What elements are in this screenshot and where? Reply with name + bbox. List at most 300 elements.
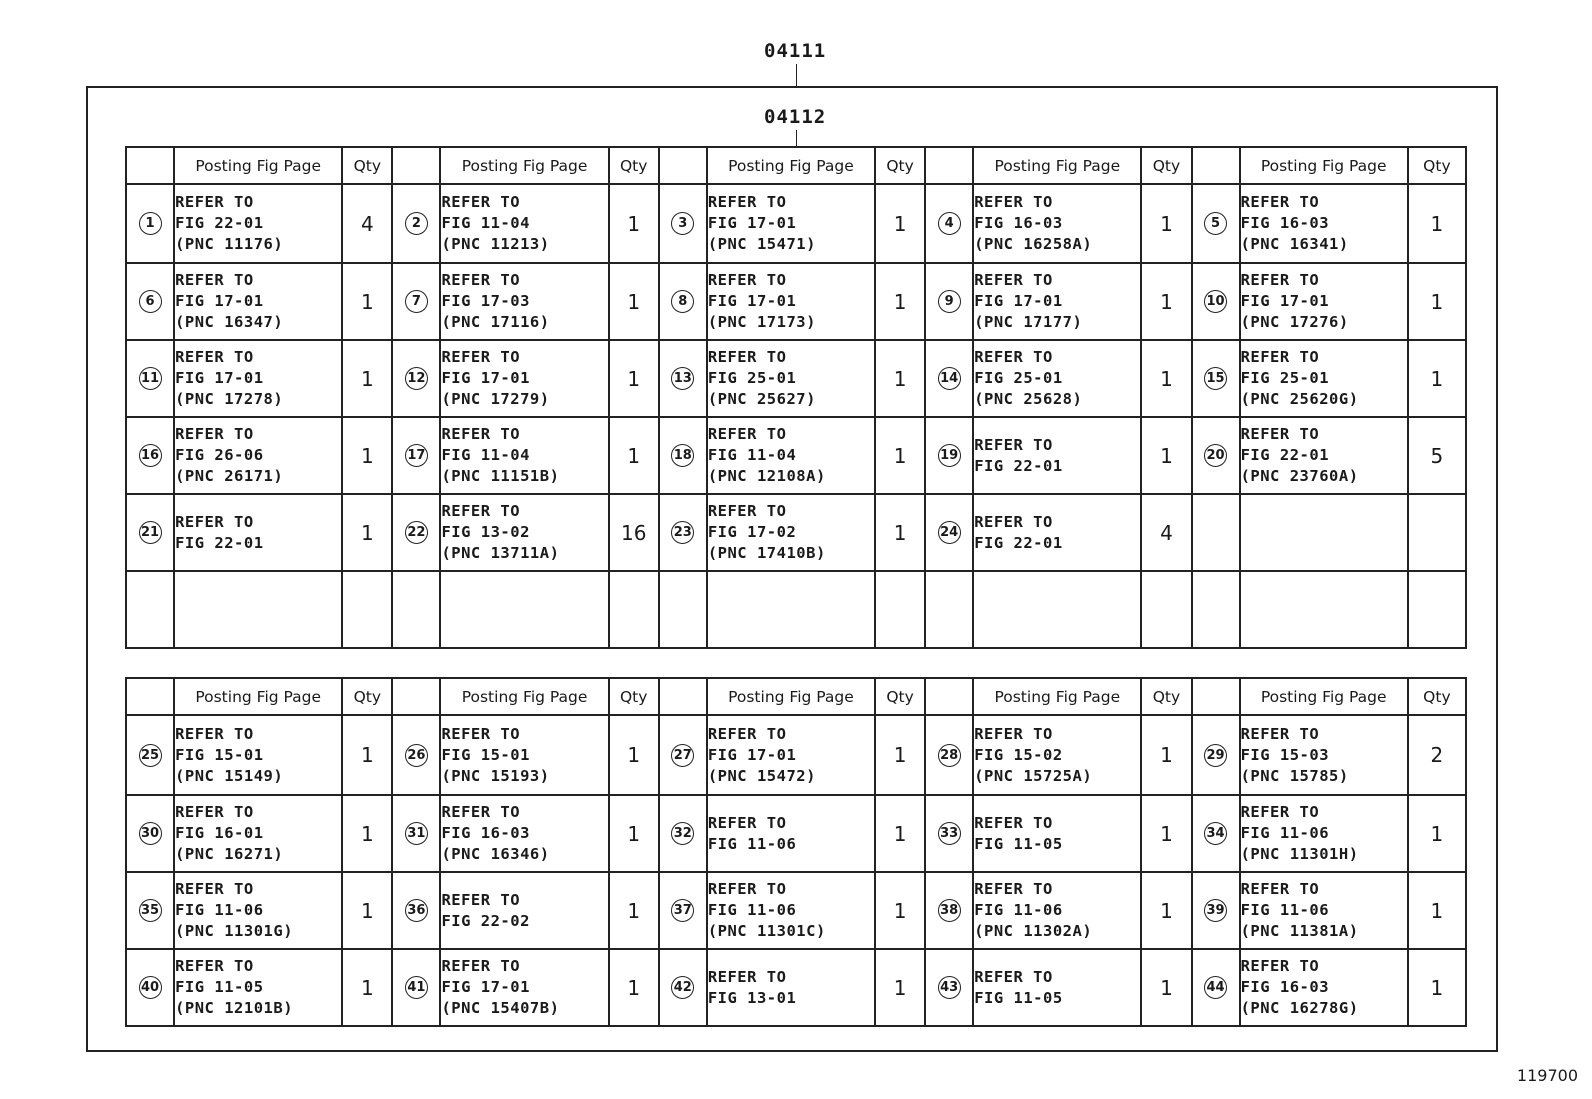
qty-cell: 1 xyxy=(1141,795,1191,872)
reference-cell xyxy=(1240,949,1408,1026)
callout-number-cell xyxy=(1192,795,1240,872)
reference-cell xyxy=(440,872,608,949)
reference-line: (PNC 25627) xyxy=(707,390,816,408)
table-row xyxy=(126,715,1466,795)
reference-line: FIG 17-01 xyxy=(175,292,264,310)
reference-cell xyxy=(973,494,1141,571)
callout-number: 40 xyxy=(139,976,162,999)
callout-number: 10 xyxy=(1204,290,1227,313)
reference-line: REFER TO xyxy=(707,425,787,443)
callout-number-cell xyxy=(659,571,707,648)
reference-cell xyxy=(973,263,1141,340)
callout-number-cell xyxy=(392,340,440,417)
callout-number-cell xyxy=(1192,263,1240,340)
reference-cell xyxy=(707,715,875,795)
reference-line: REFER TO xyxy=(175,512,254,531)
reference-line: (PNC 16347) xyxy=(175,313,284,331)
callout-number: 26 xyxy=(405,744,428,767)
reference-line: (PNC 13711A) xyxy=(441,544,560,562)
qty-cell: 1 xyxy=(609,872,659,949)
header-qty: Qty xyxy=(609,678,659,715)
reference-cell xyxy=(174,872,342,949)
qty-cell xyxy=(1408,571,1466,648)
qty-cell: 1 xyxy=(875,340,925,417)
reference-cell xyxy=(707,872,875,949)
reference-line: REFER TO xyxy=(441,348,521,366)
reference-line: FIG 11-05 xyxy=(974,988,1063,1007)
reference-cell xyxy=(973,715,1141,795)
reference-line: (PNC 17276) xyxy=(1240,313,1349,331)
reference-line: REFER TO xyxy=(974,880,1053,898)
reference-line: (PNC 15193) xyxy=(441,766,550,785)
reference-line: FIG 13-01 xyxy=(707,988,797,1007)
callout-number: 8 xyxy=(671,290,694,313)
parts-table-upper xyxy=(125,146,1467,649)
callout-number-cell xyxy=(925,949,973,1026)
reference-cell xyxy=(174,184,342,263)
callout-number: 6 xyxy=(139,290,162,313)
reference-line: REFER TO xyxy=(175,724,254,743)
reference-line: FIG 15-02 xyxy=(974,745,1063,764)
reference-line: (PNC 25628) xyxy=(974,390,1083,408)
reference-line: (PNC 15149) xyxy=(175,766,284,785)
reference-line: REFER TO xyxy=(175,271,254,289)
callout-number: 7 xyxy=(405,290,428,313)
reference-line: (PNC 17410B) xyxy=(707,544,826,562)
table-row xyxy=(126,263,1466,340)
callout-number: 13 xyxy=(671,367,694,390)
qty-cell: 1 xyxy=(342,340,392,417)
reference-line: FIG 13-02 xyxy=(441,523,530,541)
callout-number: 34 xyxy=(1204,822,1227,845)
reference-line: (PNC 17278) xyxy=(175,390,284,408)
reference-line: FIG 17-02 xyxy=(707,523,797,541)
qty-cell: 1 xyxy=(1408,184,1466,263)
callout-number-cell xyxy=(392,715,440,795)
callout-number-cell xyxy=(126,949,174,1026)
reference-cell xyxy=(440,795,608,872)
callout-number: 17 xyxy=(405,444,428,467)
qty-cell: 1 xyxy=(609,184,659,263)
callout-number-cell xyxy=(925,715,973,795)
reference-line: FIG 11-05 xyxy=(974,834,1063,853)
reference-line: (PNC 11213) xyxy=(441,235,550,253)
reference-line: (PNC 15785) xyxy=(1240,766,1349,785)
reference-cell xyxy=(707,340,875,417)
table-row xyxy=(126,571,1466,648)
reference-line: FIG 11-06 xyxy=(1240,901,1330,919)
qty-cell: 2 xyxy=(1408,715,1466,795)
parts-table-lower xyxy=(125,677,1467,1027)
reference-cell xyxy=(440,571,608,648)
header-posting-fig-page: Posting Fig Page xyxy=(440,678,608,715)
reference-line: REFER TO xyxy=(974,348,1053,366)
callout-number: 38 xyxy=(938,899,961,922)
reference-line: FIG 16-03 xyxy=(441,824,530,842)
reference-line: FIG 15-01 xyxy=(175,745,264,764)
callout-number-cell xyxy=(392,417,440,494)
header-qty: Qty xyxy=(875,147,925,184)
qty-cell: 1 xyxy=(1408,263,1466,340)
reference-line: REFER TO xyxy=(974,967,1053,986)
reference-line: FIG 11-06 xyxy=(974,901,1063,919)
reference-line: FIG 17-01 xyxy=(1240,292,1330,310)
reference-line: FIG 11-06 xyxy=(1240,824,1330,842)
callout-number-cell xyxy=(925,872,973,949)
reference-line: FIG 15-01 xyxy=(441,745,530,764)
callout-number-cell xyxy=(126,417,174,494)
reference-cell xyxy=(973,949,1141,1026)
reference-line: REFER TO xyxy=(707,880,787,898)
qty-cell: 4 xyxy=(1141,494,1191,571)
callout-number-cell xyxy=(925,795,973,872)
reference-cell xyxy=(973,872,1141,949)
callout-number: 20 xyxy=(1204,444,1227,467)
reference-line: REFER TO xyxy=(974,271,1053,289)
callout-number-cell xyxy=(392,949,440,1026)
header-qty: Qty xyxy=(342,147,392,184)
callout-number: 35 xyxy=(139,899,162,922)
callout-number: 16 xyxy=(139,444,162,467)
callout-number: 32 xyxy=(671,822,694,845)
reference-cell xyxy=(973,184,1141,263)
header-qty: Qty xyxy=(609,147,659,184)
callout-number: 25 xyxy=(139,744,162,767)
reference-line: (PNC 15725A) xyxy=(974,766,1093,785)
reference-cell xyxy=(707,795,875,872)
qty-cell: 1 xyxy=(609,417,659,494)
callout-number-cell xyxy=(126,184,174,263)
reference-line: REFER TO xyxy=(441,890,521,909)
qty-cell: 1 xyxy=(342,715,392,795)
reference-line: FIG 17-01 xyxy=(974,292,1063,310)
reference-line: REFER TO xyxy=(175,348,254,366)
callout-number-cell xyxy=(392,872,440,949)
reference-line: (PNC 12108A) xyxy=(707,467,826,485)
callout-number-cell xyxy=(126,715,174,795)
qty-cell: 4 xyxy=(342,184,392,263)
qty-cell: 1 xyxy=(1141,340,1191,417)
reference-line: (PNC 15472) xyxy=(707,766,816,785)
reference-line: (PNC 23760A) xyxy=(1240,467,1359,485)
qty-cell xyxy=(609,571,659,648)
qty-cell xyxy=(875,571,925,648)
reference-cell xyxy=(440,263,608,340)
callout-number-cell xyxy=(126,872,174,949)
reference-line: REFER TO xyxy=(707,967,787,986)
reference-line: FIG 11-04 xyxy=(441,214,530,232)
reference-line: FIG 11-06 xyxy=(707,834,797,853)
table-header-row xyxy=(126,678,1466,715)
reference-line: FIG 15-03 xyxy=(1240,745,1330,764)
reference-line: REFER TO xyxy=(1240,271,1320,289)
qty-cell: 1 xyxy=(1408,949,1466,1026)
callout-number-cell xyxy=(659,184,707,263)
callout-number: 23 xyxy=(671,521,694,544)
reference-line: REFER TO xyxy=(974,435,1053,454)
page-id: 119700 xyxy=(1516,1066,1578,1085)
reference-cell xyxy=(174,949,342,1026)
qty-cell: 1 xyxy=(1408,795,1466,872)
reference-line: FIG 11-04 xyxy=(707,446,797,464)
callout-number-cell xyxy=(925,494,973,571)
reference-cell xyxy=(707,184,875,263)
reference-line: FIG 22-01 xyxy=(175,214,264,232)
callout-number-cell xyxy=(659,263,707,340)
callout-number: 28 xyxy=(938,744,961,767)
callout-number: 1 xyxy=(139,212,162,235)
reference-cell xyxy=(1240,872,1408,949)
callout-number: 42 xyxy=(671,976,694,999)
header-number-cell xyxy=(659,678,707,715)
callout-number: 43 xyxy=(938,976,961,999)
callout-number-cell xyxy=(126,795,174,872)
reference-line: REFER TO xyxy=(441,724,521,743)
reference-line: REFER TO xyxy=(441,271,521,289)
reference-line: REFER TO xyxy=(441,803,521,821)
callout-number-cell xyxy=(392,571,440,648)
reference-line: REFER TO xyxy=(707,193,787,211)
reference-cell xyxy=(1240,263,1408,340)
reference-line: REFER TO xyxy=(441,193,521,211)
header-posting-fig-page: Posting Fig Page xyxy=(707,678,875,715)
reference-line: (PNC 16341) xyxy=(1240,235,1349,253)
reference-line: FIG 25-01 xyxy=(1240,369,1330,387)
reference-line: REFER TO xyxy=(707,348,787,366)
callout-number: 30 xyxy=(139,822,162,845)
callout-number-cell xyxy=(392,795,440,872)
qty-cell: 1 xyxy=(342,795,392,872)
callout-number-cell xyxy=(659,417,707,494)
callout-number-cell xyxy=(392,184,440,263)
assembly-label-04111: 04111 xyxy=(764,40,827,62)
callout-number-cell xyxy=(659,949,707,1026)
assembly-label-04112: 04112 xyxy=(764,106,827,128)
reference-cell xyxy=(1240,494,1408,571)
reference-cell xyxy=(1240,571,1408,648)
callout-number-cell xyxy=(126,340,174,417)
header-number-cell xyxy=(1192,147,1240,184)
reference-cell xyxy=(174,340,342,417)
reference-line: REFER TO xyxy=(707,813,787,832)
reference-line: FIG 11-06 xyxy=(707,901,797,919)
reference-line: (PNC 11301C) xyxy=(707,922,826,940)
header-posting-fig-page: Posting Fig Page xyxy=(973,678,1141,715)
callout-number: 39 xyxy=(1204,899,1227,922)
callout-number: 44 xyxy=(1204,976,1227,999)
reference-line: FIG 17-01 xyxy=(707,214,797,232)
reference-line: (PNC 15407B) xyxy=(441,999,560,1017)
reference-line: FIG 22-01 xyxy=(175,533,264,552)
reference-line: (PNC 16278G) xyxy=(1240,999,1359,1017)
reference-line: REFER TO xyxy=(707,271,787,289)
qty-cell: 1 xyxy=(1408,872,1466,949)
header-number-cell xyxy=(392,147,440,184)
reference-line: REFER TO xyxy=(974,724,1053,743)
reference-cell xyxy=(440,340,608,417)
callout-number-cell xyxy=(1192,872,1240,949)
qty-cell: 1 xyxy=(342,494,392,571)
reference-line: (PNC 26171) xyxy=(175,467,284,485)
reference-line: (PNC 16271) xyxy=(175,845,284,863)
reference-line: FIG 22-01 xyxy=(974,533,1063,552)
reference-line: REFER TO xyxy=(974,193,1053,211)
qty-cell: 16 xyxy=(609,494,659,571)
table-header-row xyxy=(126,147,1466,184)
reference-line: REFER TO xyxy=(1240,724,1320,743)
callout-number-cell xyxy=(925,417,973,494)
callout-number: 12 xyxy=(405,367,428,390)
reference-line: REFER TO xyxy=(1240,803,1320,821)
reference-line: FIG 17-01 xyxy=(175,369,264,387)
header-posting-fig-page: Posting Fig Page xyxy=(973,147,1141,184)
qty-cell: 1 xyxy=(875,715,925,795)
header-posting-fig-page: Posting Fig Page xyxy=(440,147,608,184)
table-row xyxy=(126,872,1466,949)
reference-cell xyxy=(174,795,342,872)
qty-cell: 1 xyxy=(875,795,925,872)
reference-cell xyxy=(973,417,1141,494)
qty-cell: 1 xyxy=(609,715,659,795)
reference-line: REFER TO xyxy=(175,425,254,443)
reference-line: FIG 22-01 xyxy=(974,456,1063,475)
reference-cell xyxy=(1240,184,1408,263)
reference-cell xyxy=(174,417,342,494)
reference-line: REFER TO xyxy=(707,724,787,743)
callout-number-cell xyxy=(1192,571,1240,648)
qty-cell: 1 xyxy=(342,417,392,494)
reference-line: (PNC 11381A) xyxy=(1240,922,1359,940)
reference-line: (PNC 11151B) xyxy=(441,467,560,485)
qty-cell: 1 xyxy=(875,417,925,494)
callout-number-cell xyxy=(659,872,707,949)
reference-cell xyxy=(1240,340,1408,417)
reference-line: REFER TO xyxy=(974,813,1053,832)
reference-line: REFER TO xyxy=(175,957,254,975)
header-posting-fig-page: Posting Fig Page xyxy=(707,147,875,184)
qty-cell: 1 xyxy=(1141,263,1191,340)
callout-number-cell xyxy=(659,795,707,872)
callout-number-cell xyxy=(126,494,174,571)
callout-number-cell xyxy=(659,494,707,571)
qty-cell xyxy=(1141,571,1191,648)
callout-number-cell xyxy=(925,263,973,340)
callout-number-cell xyxy=(1192,494,1240,571)
reference-line: REFER TO xyxy=(974,512,1053,531)
reference-cell xyxy=(973,571,1141,648)
callout-number-cell xyxy=(1192,340,1240,417)
reference-cell xyxy=(440,184,608,263)
reference-line: (PNC 15471) xyxy=(707,235,816,253)
header-qty: Qty xyxy=(1408,147,1466,184)
reference-cell xyxy=(707,263,875,340)
callout-number: 29 xyxy=(1204,744,1227,767)
callout-number: 37 xyxy=(671,899,694,922)
header-number-cell xyxy=(925,147,973,184)
qty-cell: 1 xyxy=(875,494,925,571)
reference-line: (PNC 16346) xyxy=(441,845,550,863)
reference-cell xyxy=(1240,795,1408,872)
reference-line: FIG 17-01 xyxy=(707,745,797,764)
reference-line: REFER TO xyxy=(1240,957,1320,975)
reference-line: (PNC 12101B) xyxy=(175,999,294,1017)
header-qty: Qty xyxy=(1141,147,1191,184)
callout-number-cell xyxy=(1192,715,1240,795)
leader-line-04111 xyxy=(796,64,797,86)
qty-cell: 1 xyxy=(1141,417,1191,494)
reference-cell xyxy=(973,795,1141,872)
callout-number: 27 xyxy=(671,744,694,767)
callout-number: 33 xyxy=(938,822,961,845)
reference-line: REFER TO xyxy=(175,193,254,211)
reference-line: FIG 25-01 xyxy=(707,369,797,387)
callout-number: 31 xyxy=(405,822,428,845)
callout-number-cell xyxy=(925,184,973,263)
header-qty: Qty xyxy=(875,678,925,715)
qty-cell: 1 xyxy=(342,872,392,949)
callout-number-cell xyxy=(392,494,440,571)
header-number-cell xyxy=(1192,678,1240,715)
table-row xyxy=(126,795,1466,872)
callout-number-cell xyxy=(925,571,973,648)
header-number-cell xyxy=(925,678,973,715)
header-posting-fig-page: Posting Fig Page xyxy=(1240,678,1408,715)
reference-line: FIG 22-01 xyxy=(1240,446,1330,464)
reference-cell xyxy=(440,494,608,571)
qty-cell: 5 xyxy=(1408,417,1466,494)
callout-number-cell xyxy=(1192,417,1240,494)
leader-line-04112 xyxy=(796,130,797,146)
reference-cell xyxy=(174,571,342,648)
callout-number-cell xyxy=(126,571,174,648)
table-row xyxy=(126,184,1466,263)
qty-cell xyxy=(1408,494,1466,571)
reference-line: FIG 17-01 xyxy=(707,292,797,310)
table-row xyxy=(126,340,1466,417)
reference-cell xyxy=(1240,417,1408,494)
callout-number-cell xyxy=(126,263,174,340)
reference-line: FIG 16-03 xyxy=(1240,214,1330,232)
reference-cell xyxy=(440,417,608,494)
qty-cell: 1 xyxy=(609,340,659,417)
callout-number: 3 xyxy=(671,212,694,235)
reference-cell xyxy=(440,715,608,795)
qty-cell: 1 xyxy=(609,795,659,872)
reference-line: (PNC 17177) xyxy=(974,313,1083,331)
qty-cell: 1 xyxy=(609,263,659,340)
reference-line: REFER TO xyxy=(175,880,254,898)
header-number-cell xyxy=(126,678,174,715)
reference-line: FIG 16-03 xyxy=(1240,978,1330,996)
header-posting-fig-page: Posting Fig Page xyxy=(174,678,342,715)
header-posting-fig-page: Posting Fig Page xyxy=(1240,147,1408,184)
reference-line: (PNC 11301G) xyxy=(175,922,294,940)
reference-line: FIG 17-01 xyxy=(441,978,530,996)
reference-line: FIG 22-02 xyxy=(441,911,530,930)
header-qty: Qty xyxy=(342,678,392,715)
header-number-cell xyxy=(659,147,707,184)
reference-line: REFER TO xyxy=(1240,348,1320,366)
callout-number: 19 xyxy=(938,444,961,467)
callout-number-cell xyxy=(1192,949,1240,1026)
reference-line: FIG 17-03 xyxy=(441,292,530,310)
callout-number-cell xyxy=(925,340,973,417)
reference-line: FIG 17-01 xyxy=(441,369,530,387)
table-row xyxy=(126,417,1466,494)
reference-line: (PNC 11301H) xyxy=(1240,845,1359,863)
qty-cell: 1 xyxy=(342,949,392,1026)
callout-number: 14 xyxy=(938,367,961,390)
